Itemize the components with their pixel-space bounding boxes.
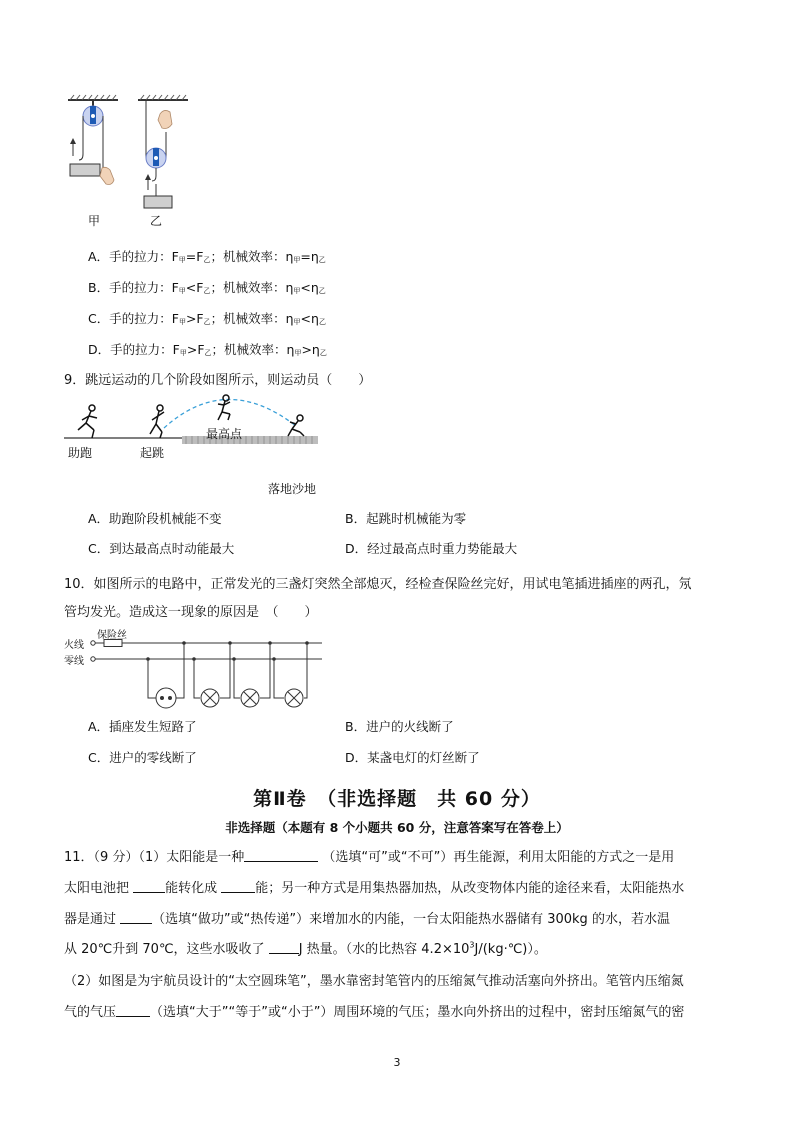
q10-option-b: B．进户的火线断了: [345, 719, 454, 734]
q10-option-d: D．某盏电灯的灯丝断了: [345, 750, 480, 765]
pulley-figure: [60, 92, 200, 232]
blank-4: [120, 912, 152, 924]
ceiling-right: [138, 95, 188, 100]
long-jump-figure: [64, 392, 334, 492]
blank-6: [116, 1005, 150, 1017]
lamp-3: [285, 689, 303, 707]
label-takeoff: 起跳: [140, 446, 165, 460]
q11-line1: 11．（9 分）（1）太阳能是一种 （选填“可”或“不可”）再生能源，利用太阳能的方式之一是用: [64, 850, 675, 865]
q11-line4: 从 20℃升到 70℃，这些水吸收了 J 热量。（水的比热容 $4.2\times 10^3J/(kg\cdot℃)$）。: [64, 940, 547, 957]
q9-option-c: C．到达最高点时动能最大: [88, 541, 235, 556]
label-fuse: 保险丝: [97, 630, 127, 641]
q11-line3: 器是通过 （选填“做功”或“热传递”）来增加水的内能，一台太阳能热水器储有 300kg 的水，若水温: [64, 912, 670, 927]
hand-left: [100, 167, 114, 184]
blank-1: [244, 850, 318, 862]
q11-line6: 气的气压 （选填“大于”“等于”或“小于”）周围环境的气压；墨水向外挤出的过程中，密封压缩氮气的密: [64, 1005, 685, 1020]
fixed-pulley: [83, 100, 103, 170]
q11-line5: （2）如图是为宇航员设计的“太空圆珠笔”，墨水靠密封笔管内的压缩氮气推动活塞向外挤出。笔管内压缩氮: [64, 974, 684, 989]
lamp-1: [201, 689, 219, 707]
q10-option-c: C．进户的零线断了: [88, 750, 197, 765]
label-run: 助跑: [68, 446, 93, 460]
ceiling-left: [68, 95, 118, 100]
takeoff-figure: [150, 405, 164, 438]
q10-option-a: A．插座发生短路了: [88, 719, 197, 734]
hand-right: [158, 110, 172, 128]
q11-line2: 太阳电池把 能转化成 能；另一种方式是用集热器加热，从改变物体内能的途径来看，太阳能热水: [64, 881, 685, 896]
q9-stem: 9．跳远运动的几个阶段如图所示，则运动员（ ）: [64, 373, 372, 388]
q9-option-a: A．助跑阶段机械能不变: [88, 511, 222, 526]
label-live-wire: 火线: [64, 640, 84, 651]
q8-option-a: A．手的拉力：F甲=F乙；机械效率：η甲=η乙: [88, 249, 326, 264]
runner-figure: [78, 405, 97, 438]
q10-stem-line1: 10．如图所示的电路中，正常发光的三盏灯突然全部熄灭，经检查保险丝完好，用试电笔插进插座的两孔，氖: [64, 577, 692, 592]
weight-left: [70, 138, 100, 176]
label-neutral-wire: 零线: [64, 656, 84, 667]
blank-2: [133, 881, 165, 893]
page-number: 3: [393, 1056, 401, 1069]
q8-option-b: B．手的拉力：F甲<F乙；机械效率：η甲<η乙: [88, 280, 326, 295]
label-landing: 落地沙地: [268, 482, 317, 496]
lamp-2: [241, 689, 259, 707]
blank-3: [221, 881, 255, 893]
peak-figure: [218, 395, 230, 420]
q8-option-c: C．手的拉力：F甲>F乙；机械效率：η甲<η乙: [88, 311, 326, 326]
q8-option-d: D．手的拉力：F甲>F乙；机械效率：η甲>η乙: [88, 342, 327, 357]
landing-figure: [288, 415, 304, 436]
q9-option-d: D．经过最高点时重力势能最大: [345, 541, 518, 556]
socket: [156, 688, 176, 708]
blank-5: [269, 942, 299, 954]
section-title: 第Ⅱ卷 （非选择题 共 60 分）: [253, 788, 541, 810]
label-peak: 最高点: [206, 427, 243, 441]
q10-stem-line2: 管均发光。造成这一现象的原因是 （ ）: [64, 605, 318, 620]
pulley-label-yi: 乙: [150, 214, 163, 228]
q9-option-b: B．起跳时机械能为零: [345, 511, 467, 526]
pulley-label-jia: 甲: [88, 214, 101, 228]
section-subtitle: 非选择题（本题有 8 个小题共 60 分，注意答案写在答卷上）: [225, 820, 569, 835]
